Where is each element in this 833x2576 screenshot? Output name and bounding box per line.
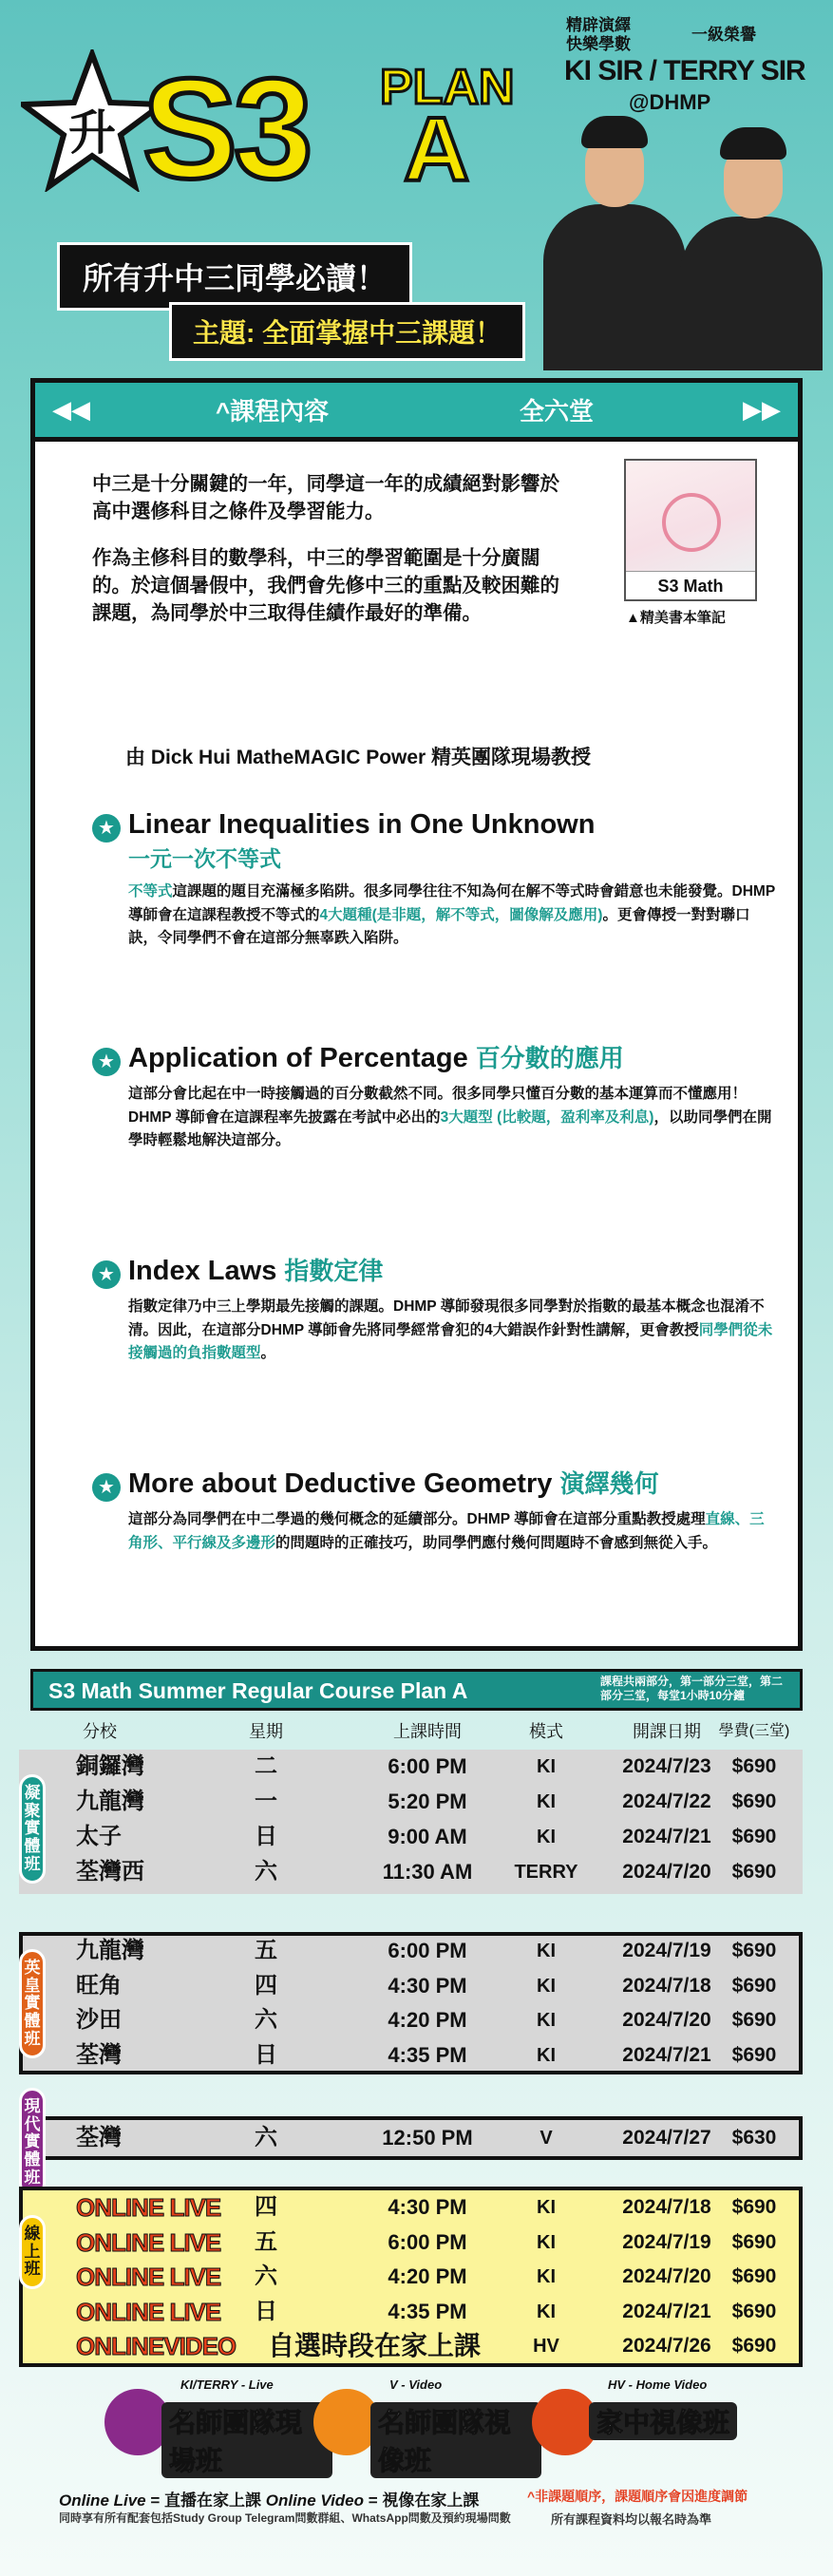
cell-time: 5:20 PM bbox=[388, 1790, 467, 1813]
prev-arrow-icon[interactable]: ◀◀ bbox=[52, 395, 90, 424]
online-video-label: ONLINEVIDEO bbox=[76, 2332, 237, 2360]
table-row bbox=[30, 1820, 803, 1854]
schedule-header bbox=[30, 1669, 803, 1711]
cell-date: 2024/7/21 bbox=[622, 2300, 711, 2322]
cell-mode: KI bbox=[537, 2044, 556, 2066]
book-title: S3 Math bbox=[626, 571, 755, 599]
group-label-4: 線上班 bbox=[19, 2215, 46, 2289]
badge-name: 名師團隊現場班 bbox=[161, 2402, 332, 2478]
cell-mode: KI bbox=[537, 2197, 556, 2218]
table-row bbox=[30, 1785, 803, 1819]
teacher-rank: 一級榮譽 bbox=[691, 26, 756, 44]
table-row bbox=[30, 2121, 803, 2155]
cell-mode: KI bbox=[537, 1791, 556, 1812]
cell-time: 11:30 AM bbox=[382, 1860, 473, 1884]
cell-mode: KI bbox=[537, 2231, 556, 2253]
cell-date: 2024/7/18 bbox=[622, 1974, 711, 1997]
topic-subtitle: 一元一次不等式 bbox=[128, 845, 281, 871]
table-row bbox=[30, 2190, 803, 2225]
cell-date: 2024/7/20 bbox=[622, 2009, 711, 2031]
cell-day: 六 bbox=[255, 1859, 277, 1885]
by-line: 由 Dick Hui MatheMAGIC Power 精英團隊現場教授 bbox=[125, 747, 592, 768]
cell-day: 五 bbox=[255, 1938, 277, 1963]
cell-date: 2024/7/18 bbox=[622, 2196, 711, 2218]
topic-title: Linear Inequalities in One Unknown bbox=[128, 809, 596, 840]
cell-fee: $690 bbox=[731, 1790, 777, 1812]
cell-date: 2024/7/19 bbox=[622, 1940, 711, 1961]
col-time: 上課時間 bbox=[393, 1722, 462, 1741]
cell-fee: $690 bbox=[731, 2265, 777, 2287]
lesson-count: 全六堂 bbox=[520, 397, 595, 426]
cell-mode: HV bbox=[533, 2336, 559, 2357]
star-icon: ★ bbox=[92, 1260, 121, 1289]
panel-header bbox=[35, 383, 798, 442]
cell-slot: 自選時段在家上課 bbox=[268, 2331, 482, 2360]
cell-fee: $690 bbox=[731, 2230, 777, 2253]
topic-item bbox=[92, 1042, 776, 1153]
teacher-line1: 精辟演繹 bbox=[566, 16, 631, 34]
schedule-title: S3 Math Summer Regular Course Plan A bbox=[48, 1678, 468, 1703]
cell-time: 9:00 AM bbox=[388, 1825, 467, 1848]
topic-item bbox=[92, 1255, 776, 1366]
table-row bbox=[30, 1969, 803, 2003]
table-row bbox=[30, 2226, 803, 2260]
cell-day: 六 bbox=[255, 2007, 277, 2033]
handle: @DHMP bbox=[629, 90, 711, 114]
topic-item bbox=[92, 1468, 776, 1555]
topic-description: 這部分為同學們在中二學過的幾何概念的延續部分。DHMP 導師會在這部分重點教授處理直線、三角形、平行線及多邊形的問題時的正確技巧，助同學們應付幾何問題時不會感到無從入手。 bbox=[128, 1510, 765, 1551]
footer-line-1: Online Live = 直播在家上課 Online Video = 視像在家上課 bbox=[59, 2491, 480, 2510]
teacher-names: KI SIR / TERRY SIR bbox=[564, 55, 805, 86]
cell-branch: 九龍灣 bbox=[76, 1938, 144, 1963]
col-fee: 學費(三堂) bbox=[718, 1723, 790, 1739]
online-live-label: ONLINE LIVE bbox=[76, 2263, 221, 2291]
badge-name: 名師團隊視像班 bbox=[370, 2402, 541, 2478]
online-live-label: ONLINE LIVE bbox=[76, 2193, 221, 2222]
cell-fee: $690 bbox=[731, 2335, 777, 2357]
cell-day: 二 bbox=[255, 1753, 277, 1779]
cell-mode: KI bbox=[537, 1827, 556, 1847]
class-type-badge bbox=[532, 2377, 760, 2465]
badge-label: V - Video bbox=[389, 2377, 443, 2392]
col-day: 星期 bbox=[249, 1722, 283, 1741]
cell-time: 4:20 PM bbox=[388, 2008, 467, 2032]
cell-day: 日 bbox=[255, 2298, 277, 2324]
cell-time: 4:30 PM bbox=[388, 2195, 467, 2219]
cell-branch: 沙田 bbox=[76, 2007, 122, 2033]
badge-label: KI/TERRY - Live bbox=[180, 2377, 274, 2392]
book-cover-image bbox=[624, 459, 757, 601]
schedule-note: 課程共兩部分，第一部分三堂，第二部分三堂，每堂1小時10分鐘 bbox=[600, 1675, 784, 1702]
tagline-1: 所有升中三同學必讀！ bbox=[57, 242, 412, 311]
badge-label: HV - Home Video bbox=[608, 2377, 708, 2392]
cell-fee: $690 bbox=[731, 2196, 777, 2218]
cell-time: 4:35 PM bbox=[388, 2042, 467, 2067]
star-icon: ★ bbox=[92, 814, 121, 843]
table-row bbox=[30, 2003, 803, 2037]
cell-fee: $690 bbox=[731, 2300, 777, 2322]
cell-day: 日 bbox=[255, 1824, 277, 1849]
cell-mode: KI bbox=[537, 1941, 556, 1961]
star-icon: ★ bbox=[92, 1473, 121, 1502]
cell-date: 2024/7/20 bbox=[622, 2265, 711, 2287]
footer-note-2: 所有課程資料均以報名時為準 bbox=[551, 2512, 712, 2527]
cell-time: 4:35 PM bbox=[388, 2299, 467, 2323]
cell-day: 六 bbox=[255, 2263, 277, 2289]
table-row bbox=[30, 2038, 803, 2073]
star-icon: ★ bbox=[92, 1048, 121, 1076]
group-label-2: 英皇實體班 bbox=[19, 1949, 46, 2058]
cell-branch: 太子 bbox=[76, 1824, 122, 1849]
cell-date: 2024/7/21 bbox=[622, 1826, 711, 1847]
title-s3: S3 bbox=[142, 48, 310, 208]
cell-date: 2024/7/20 bbox=[622, 1861, 711, 1883]
cell-day: 四 bbox=[255, 1972, 277, 1998]
cell-mode: KI bbox=[537, 2301, 556, 2322]
cell-mode: KI bbox=[537, 2266, 556, 2287]
topic-description: 不等式這課題的題目充滿極多陷阱。很多同學往往不知為何在解不等式時會錯意也未能發覺。DHMP 導師會在這課程教授不等式的4大題種(是非題，解不等式，圖像解及應用)。更會傳授一對對聯口訣，令同學們不會在這部分無辜跌入陷阱。 bbox=[128, 882, 775, 947]
cell-mode: KI bbox=[537, 1756, 556, 1777]
cell-branch: 荃灣西 bbox=[76, 1859, 144, 1885]
cell-mode: TERRY bbox=[514, 1862, 578, 1883]
footer-note-1: ^非課題順序，課題順序會因進度調節 bbox=[527, 2489, 748, 2504]
cell-fee: $690 bbox=[731, 1826, 777, 1847]
col-date: 開課日期 bbox=[633, 1722, 701, 1741]
table-row bbox=[30, 2295, 803, 2329]
topic-description: 這部分會比起在中一時接觸過的百分數截然不同。很多同學只懂百分數的基本運算而不懂應用！DHMP 導師會在這課程率先披露在考試中必出的3大題型 (比較題，盈利率及利息)，以助同學們在開學時輕鬆地解決這部分。 bbox=[128, 1085, 772, 1149]
online-live-label: ONLINE LIVE bbox=[76, 2227, 221, 2257]
cell-branch: 九龍灣 bbox=[76, 1789, 144, 1814]
cell-day: 六 bbox=[255, 2125, 277, 2150]
cell-fee: $690 bbox=[731, 1861, 777, 1883]
intro-paragraph-2: 作為主修科目的數學科，中三的學習範圍是十分廣闊的。於這個暑假中，我們會先修中三的重點及較困難的課題，為同學於中三取得佳績作最好的準備。 bbox=[92, 547, 559, 625]
cell-branch: 旺角 bbox=[76, 1972, 122, 1998]
cell-fee: $690 bbox=[731, 1940, 777, 1961]
group-label-3: 現代實體班 bbox=[19, 2088, 46, 2197]
title-a: A bbox=[404, 99, 470, 200]
teacher-line2: 快樂學數 bbox=[566, 35, 631, 53]
table-row bbox=[30, 2260, 803, 2294]
topic-description: 指數定律乃中三上學期最先接觸的課題。DHMP 導師發現很多同學對於指數的最基本概念也混淆不清。因此，在這部分DHMP 導師會先將同學經常會犯的4大錯誤作針對性講解，更會教授同學們從未接觸過的負指數題型。 bbox=[128, 1297, 773, 1362]
book-decoration-icon bbox=[662, 493, 721, 552]
topic-title: Index Laws 指數定律 bbox=[128, 1256, 384, 1286]
table-row bbox=[30, 1855, 803, 1889]
cell-day: 四 bbox=[255, 2194, 277, 2220]
cell-time: 6:00 PM bbox=[388, 2229, 467, 2254]
cell-day: 一 bbox=[255, 1789, 277, 1814]
cell-mode: KI bbox=[537, 1975, 556, 1997]
cell-date: 2024/7/27 bbox=[622, 2127, 711, 2149]
topic-title: Application of Percentage 百分數的應用 bbox=[128, 1043, 624, 1073]
cell-time: 4:20 PM bbox=[388, 2264, 467, 2288]
cell-mode: V bbox=[540, 2128, 553, 2149]
tagline-2: 主題: 全面掌握中三課題！ bbox=[169, 302, 525, 361]
badge-name: 家中視像班 bbox=[589, 2402, 737, 2440]
intro-paragraph-1: 中三是十分關鍵的一年，同學這一年的成績絕對影響於高中選修科目之條件及學習能力。 bbox=[92, 473, 559, 523]
cell-date: 2024/7/19 bbox=[622, 2230, 711, 2253]
book-caption: ▲精美書本筆記 bbox=[626, 610, 726, 626]
class-type-badge bbox=[104, 2377, 332, 2475]
online-live-label: ONLINE LIVE bbox=[76, 2297, 221, 2326]
title-plan: PLAN bbox=[380, 60, 515, 115]
table-row-video bbox=[30, 2329, 803, 2363]
cell-mode: KI bbox=[537, 2010, 556, 2031]
class-type-badge bbox=[313, 2377, 541, 2475]
cell-date: 2024/7/26 bbox=[622, 2335, 711, 2357]
intro-text bbox=[92, 470, 567, 647]
cell-branch: 銅鑼灣 bbox=[76, 1753, 144, 1779]
table-row bbox=[30, 1750, 803, 1784]
footer-line-2: 同時享有所有配套包括Study Group Telegram問數群組、WhatsApp問數及預約現場問數 bbox=[59, 2511, 511, 2525]
cell-fee: $690 bbox=[731, 1755, 777, 1777]
cell-time: 12:50 PM bbox=[382, 2126, 473, 2150]
header bbox=[0, 0, 833, 370]
cell-fee: $690 bbox=[731, 2009, 777, 2031]
table-row bbox=[30, 1934, 803, 1968]
cell-date: 2024/7/21 bbox=[622, 2043, 711, 2066]
cell-fee: $690 bbox=[731, 1974, 777, 1997]
course-content-panel bbox=[30, 378, 803, 1651]
cell-branch: 荃灣 bbox=[76, 2041, 122, 2068]
topic-title: More about Deductive Geometry 演繹幾何 bbox=[128, 1468, 659, 1499]
cell-day: 五 bbox=[255, 2228, 277, 2255]
topic-item bbox=[92, 808, 776, 951]
badge-char: 升 bbox=[68, 106, 116, 160]
cell-branch: 荃灣 bbox=[76, 2125, 122, 2150]
group-label-1: 凝聚實體班 bbox=[19, 1774, 46, 1884]
schedule-column-headers bbox=[30, 1714, 803, 1747]
panel-heading: ^課程內容 bbox=[216, 397, 330, 426]
cell-day: 日 bbox=[255, 2041, 277, 2068]
cell-time: 6:00 PM bbox=[388, 1939, 467, 1962]
next-arrow-icon[interactable]: ▶▶ bbox=[743, 395, 781, 424]
cell-fee: $690 bbox=[731, 2043, 777, 2066]
cell-time: 6:00 PM bbox=[388, 1754, 467, 1778]
cell-date: 2024/7/23 bbox=[622, 1755, 711, 1777]
cell-date: 2024/7/22 bbox=[622, 1790, 711, 1812]
cell-fee: $630 bbox=[731, 2127, 777, 2149]
col-mode: 模式 bbox=[529, 1722, 563, 1741]
col-branch: 分校 bbox=[83, 1722, 117, 1741]
cell-time: 4:30 PM bbox=[388, 1973, 467, 1998]
